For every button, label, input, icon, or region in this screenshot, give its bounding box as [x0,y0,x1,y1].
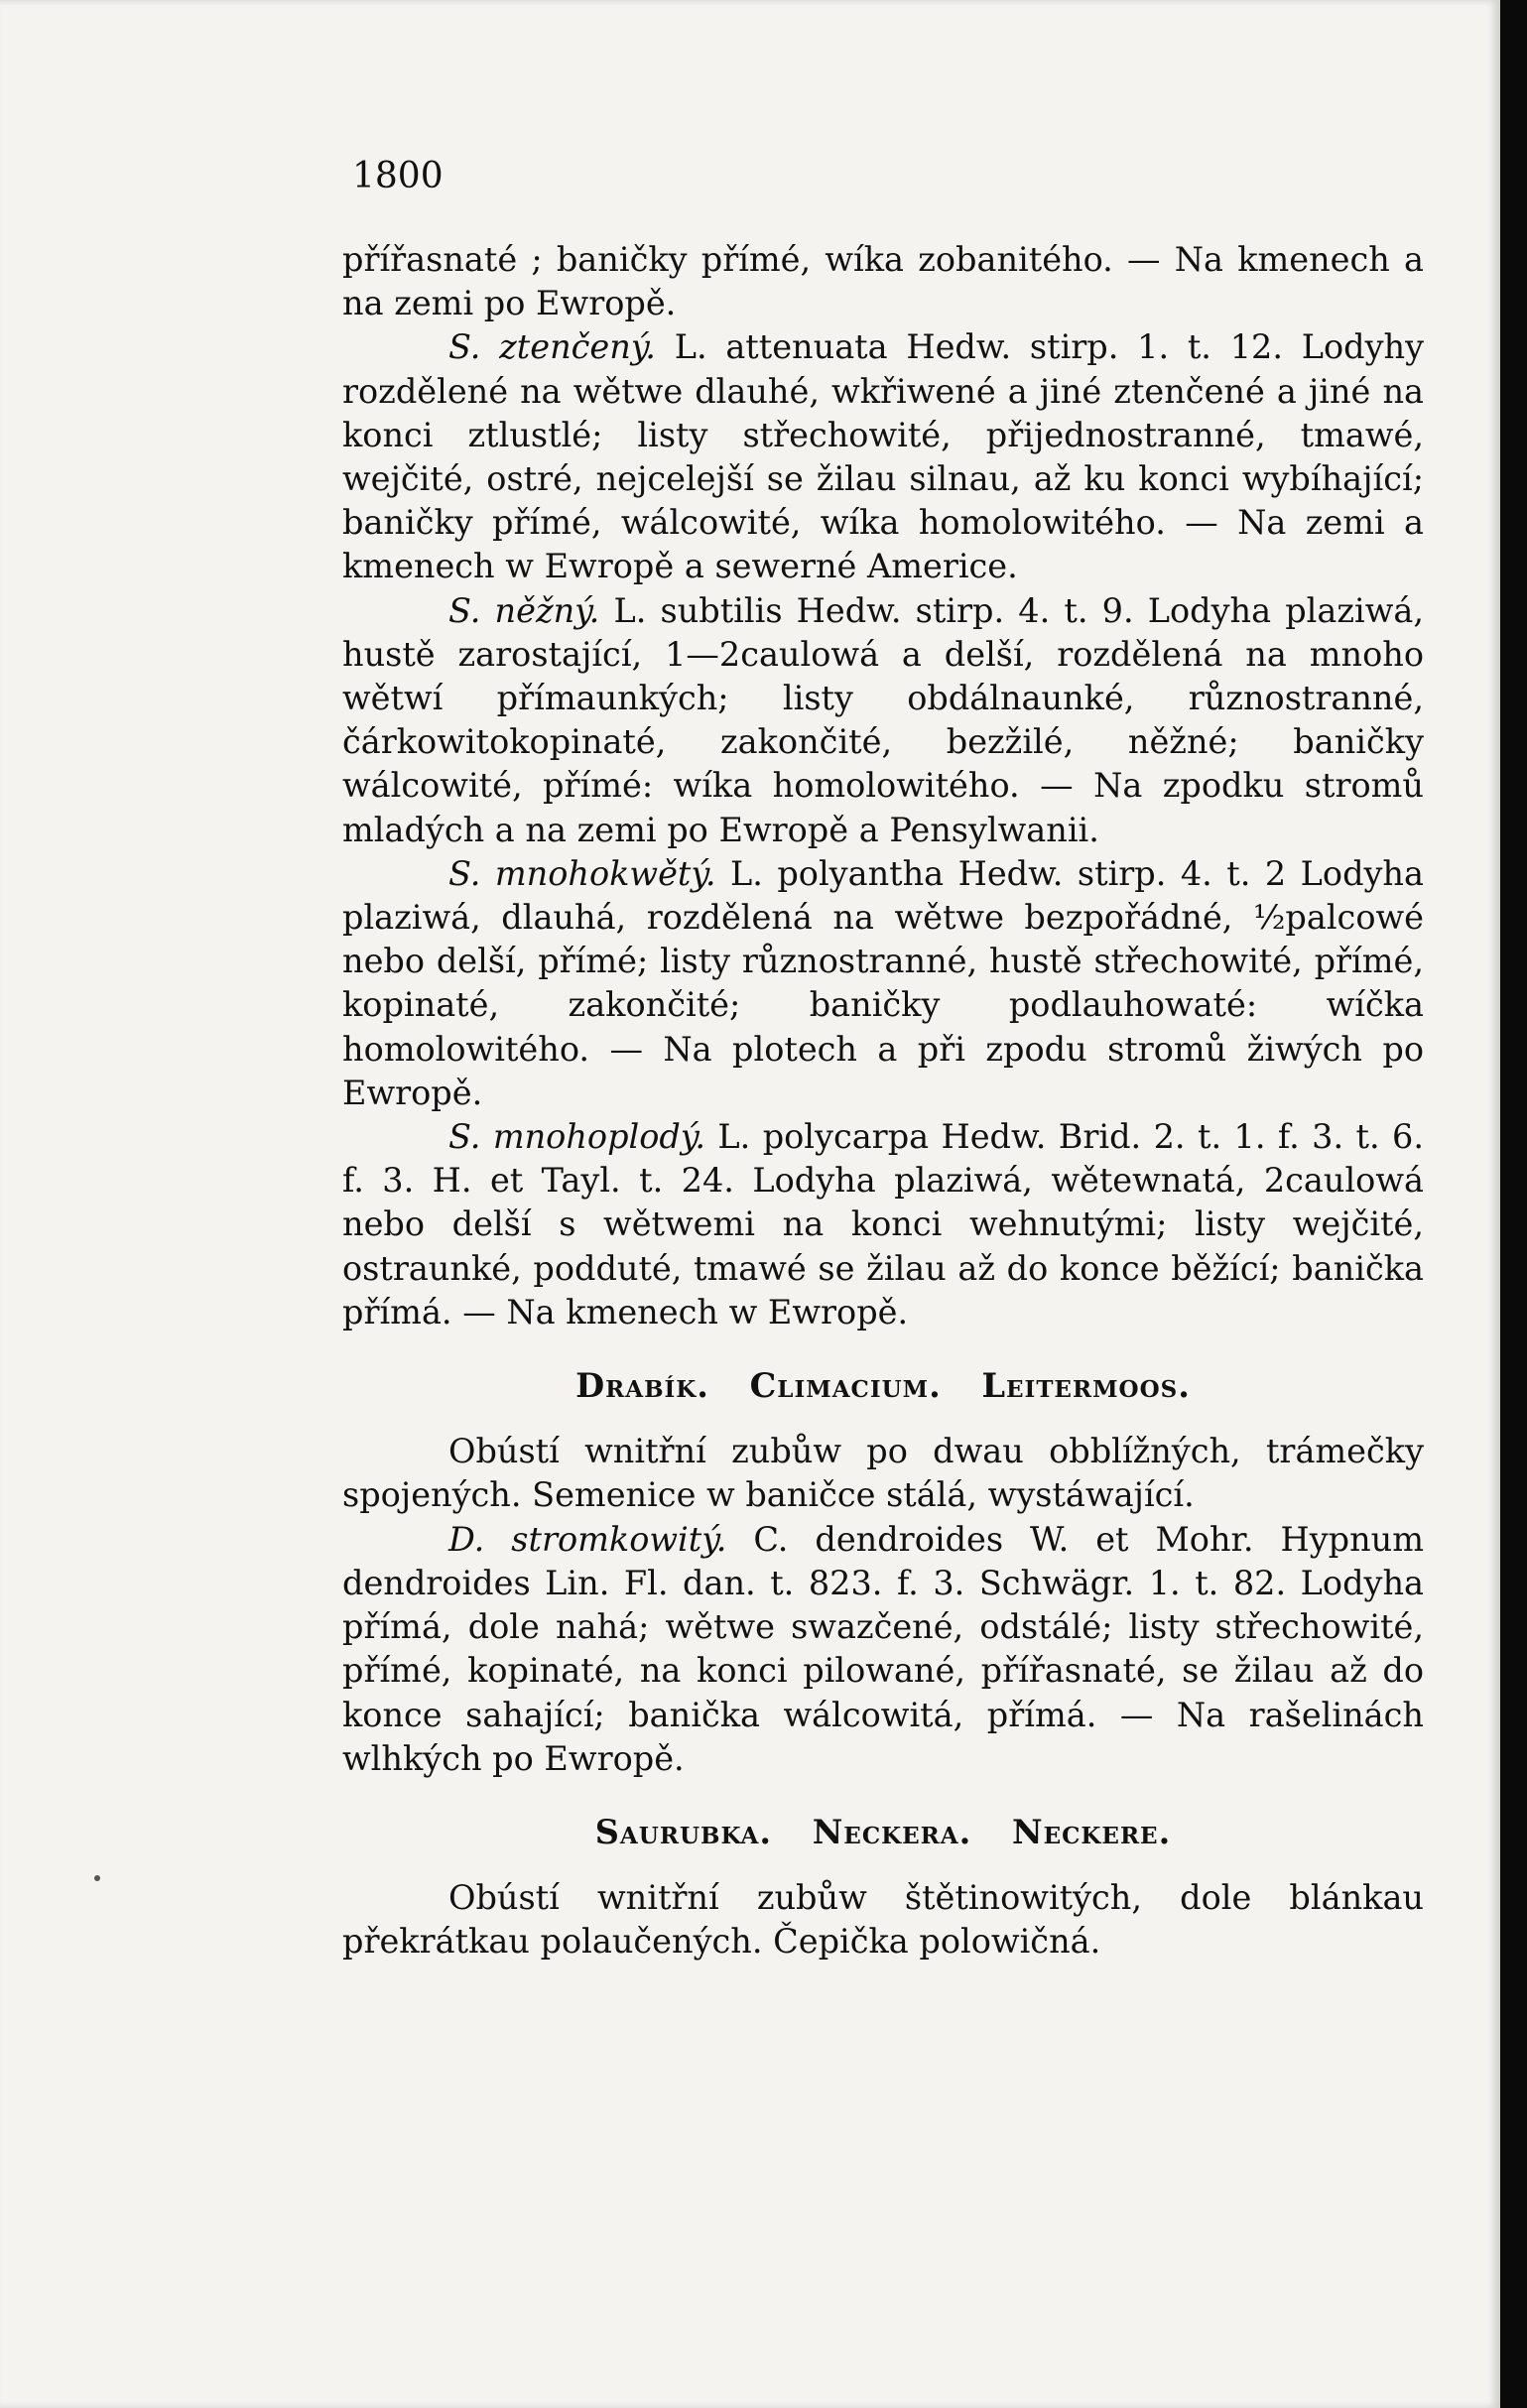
species-name: D. stromkowitý. [448,1519,727,1559]
genus-german-name: Leitermoos. [981,1366,1191,1406]
page-number: 1800 [352,156,444,196]
genus-heading [342,1364,1424,1408]
species-entry [342,589,1424,852]
genus-czech-name: Saurubka. [594,1812,773,1851]
species-name: S. ztenčený. [448,327,656,367]
genus-description: Obústí wnitřní zubůw štětinowitých, dole blánkau překrátkau polaučených. Čepička polowičná. [342,1878,1424,1962]
margin-dot [94,1875,100,1881]
species-description: L. subtilis Hedw. stirp. 4. t. 9. Lodyha plaziwá, hustě zarostající, 1—2caulowá a delší, rozdělená na mnoho wětwí přímaunkých; listy obdálnaunké, různostranné, čárkowitokopinaté, zakončité, bezžilé, něžné; baničky wálcowité, přímé: wíka homolowitého. — Na zpodku stromů mladých a na zemi po Ewropě a Pensylwanii. [342,590,1425,849]
species-entry [342,852,1424,1115]
genus-latin-name: Climacium. [749,1366,942,1406]
species-entry [342,325,1424,588]
genus-czech-name: Drabík. [575,1366,709,1406]
paragraph-continuation: přířasnaté ; baničky přímé, wíka zobanitého. — Na kmenech a na zemi po Ewropě. [342,240,1424,323]
species-description: C. dendroides W. et Mohr. Hypnum dendroides Lin. Fl. dan. t. 823. f. 3. Schwägr. 1. t. 82. Lodyha přímá, dole nahá; wětwe swazčené, odstálé; listy střechowité, přímé, kopinaté, na konci pilowané, přířasnaté, se žilau až do konce sahající; banička wálcowitá, přímá. — Na rašelinách wlhkých po Ewropě. [342,1519,1424,1778]
species-name: S. mnohoplodý. [448,1117,705,1157]
genus-latin-name: Neckera. [812,1812,972,1851]
species-name: S. mnohokwětý. [448,853,716,893]
genus-heading [342,1811,1424,1854]
species-entry [342,1115,1424,1334]
species-name: S. něžný. [448,590,600,630]
species-description: L. polycarpa Hedw. Brid. 2. t. 1. f. 3. t. 6. f. 3. H. et Tayl. t. 24. Lodyha plaziwá, wětewnatá, 2caulowá nebo delší s wětwemi na konci wehnutými; listy wejčité, ostraunké, podduté, tmawé se žilau až do konce běžící; banička přímá. — Na kmenech w Ewropě. [342,1117,1424,1331]
species-description: L. polyantha Hedw. stirp. 4. t. 2 Lodyha plaziwá, dlauhá, rozdělená na wětwe bezpořádné, ½palcowé nebo delší, přímé; listy různostranné, hustě střechowité, přímé, kopinaté, zakončité; baničky podlauhowaté: wíčka homolowitého. — Na plotech a při zpodu stromů žiwých po Ewropě. [342,853,1424,1112]
genus-description: Obústí wnitřní zubůw po dwau obblížných, trámečky spojených. Semenice w baničce stálá, wystáwající. [342,1432,1424,1515]
species-entry [342,1518,1424,1781]
species-description: L. attenuata Hedw. stirp. 1. t. 12. Lodyhy rozdělené na wětwe dlauhé, wkřiwené a jiné ztenčené a jiné na konci ztlustlé; listy střechowité, přijednostranné, tmawé, wejčité, ostré, nejcelejší se žilau silnau, až ku konci wybíhající; baničky přímé, wálcowité, wíka homolowitého. — Na zemi a kmenech w Ewropě a sewerné Americe. [342,327,1424,586]
genus-german-name: Neckere. [1011,1812,1172,1851]
